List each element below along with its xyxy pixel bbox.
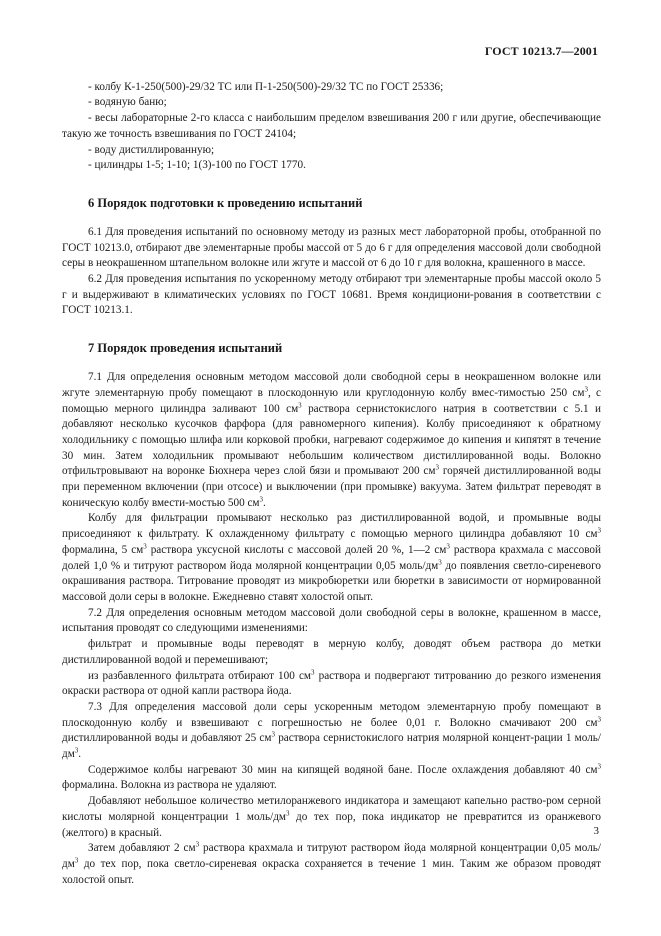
paragraph-6-1: 6.1 Для проведения испытаний по основному методу из разных мест лабораторной пробы, отобранной по ГОСТ 10213.0, отбирают две элементарные пробы массой от 5 до 6 г для определения массовой доли свободной серы в неокрашенном штапельном волокне или жгуте и массой от 6 до 10 г для волокна, крашенного в массе. <box>62 225 601 270</box>
paragraph-7-1: 7.1 Для определения основным методом массовой доли свободной серы в неокрашенном волокне или жгуте элементарную пробу помещают в плоскодонную или круглодонную колбу вмес-тимостью 250 $см^3$, с помощью мерного цилиндра заливают 100 $см^3$ раствора сернистокислого натрия в соответствии с 5.1 и добавляют несколько кусочков фарфора (для равномерного кипения). Колбу присоединяют к обратному холодильнику с помощью шлифа или корковой пробки, нагревают содержимое до кипения и кипятят в течение 30 мин. Затем холодильник промывают небольшим количеством дистиллированной воды. Волокно отфильтровывают на воронке Бюхнера через слой бязи и промывают 200 $см^3$ горячей дистиллированной воды при переменном включении (при отсосе) и выключении (при промывке) вакуума. Затем фильтрат переводят в коническую колбу вмести-мостью 500 $см^3$. <box>62 371 601 509</box>
list-item: - водяную баню; <box>88 96 167 109</box>
section-7-heading: 7 Порядок проведения испытаний <box>88 341 283 356</box>
paragraph-7-2-item-b: из разбавленного фильтрата отбирают 100 $см^3$ раствора и подвергают титрованию до резкого изменения окраски раствора от одной капли раствора йода. <box>62 667 602 698</box>
paragraph-7-3-indicator: Добавляют небольшое количество метилоранжевого индикатора и замещают капельно раство-ром серной кислоты молярной концентрации 1 моль/$дм^3$ до тех пор, пока индикатор не превратится из оранжевого (желтого) в красный. <box>62 795 601 839</box>
list-item: - воду дистиллированную; <box>88 143 215 156</box>
list-item: - колбу К-1-250(500)-29/32 ТС или П-1-250(500)-29/32 ТС по ГОСТ 25336; <box>88 80 444 93</box>
document-code: ГОСТ 10213.7—2001 <box>484 44 598 58</box>
paragraph-7-3-starch: Затем добавляют 2 $см^3$ раствора крахмала и титруют раствором йода молярной концентрации 0,05 моль/$дм^3$ до тех пор, пока светло-сиреневая окраска сохраняется в течение 1 мин. Таким же образом проводят холостой опыт. <box>62 840 602 886</box>
paragraph-7-3-heating: Содержимое колбы нагревают 30 мин на кипящей водяной бане. После охлаждения добавляют 40 $см^3$ формалина. Волокна из раствора не удаляют. <box>62 761 601 792</box>
paragraph-7-2: 7.2 Для определения основным методом массовой доли свободной серы в волокне, крашенном в массе, испытания проводят со следующими изменениями: <box>62 606 601 635</box>
paragraph-6-2: 6.2 Для проведения испытания по ускоренному методу отбирают три элементарные пробы массой около 5 г и выдерживают в климатических условиях по ГОСТ 10681. Время кондициони-рования в соответствии с ГОСТ 10213.1. <box>62 273 601 317</box>
paragraph-7-3: 7.3 Для определения массовой доли серы ускоренным методом элементарную пробу помещают в плоскодонную колбу и взвешивают с погрешностью не более 0,01 г. Волокно смачивают 200 $см^3$ дистиллированной воды и добавляют 25 $см^3$ раствора сернистокислого натрия молярной концент-рации 1 моль/$дм^3$. <box>62 700 601 761</box>
list-item: - цилиндры 1-5; 1-10; 1(3)-100 по ГОСТ 1770. <box>88 159 306 172</box>
section-6-heading: 6 Порядок подготовки к проведению испытаний <box>88 195 363 210</box>
equipment-list <box>62 80 601 174</box>
paragraph-7-1-titration: Колбу для фильтрации промывают несколько раз дистиллированной водой, и промывные воды присоединяют к фильтрату. К охлажденному фильтрату с помощью мерного цилиндра добавляют 10 $см^3$ формалина, 5 $см^3$ раствора уксусной кислоты с массовой долей 20 %, 1—2 $см^3$ раствора крахмала с массовой долей 1,0 % и титруют раствором йода молярной концентрации 0,05 моль/$дм^3$ до появления светло-сиреневого окрашивания раствора. Титрование проводят из микробюретки или бюретки в зависимости от нормированной массовой доли серы в волокне. Ежедневно ставят холостой опыт. <box>62 512 601 603</box>
list-item: - весы лабораторные 2-го класса с наибольшим пределом взвешивания 200 г или другие, обеспечивающие такую же точность взвешивания по ГОСТ 24104; <box>62 112 601 140</box>
page-number: 3 <box>593 825 599 837</box>
paragraph-7-2-item-a: фильтрат и промывные воды переводят в мерную колбу, доводят объем раствора до метки дистиллированной водой и перемешивают; <box>62 638 601 666</box>
